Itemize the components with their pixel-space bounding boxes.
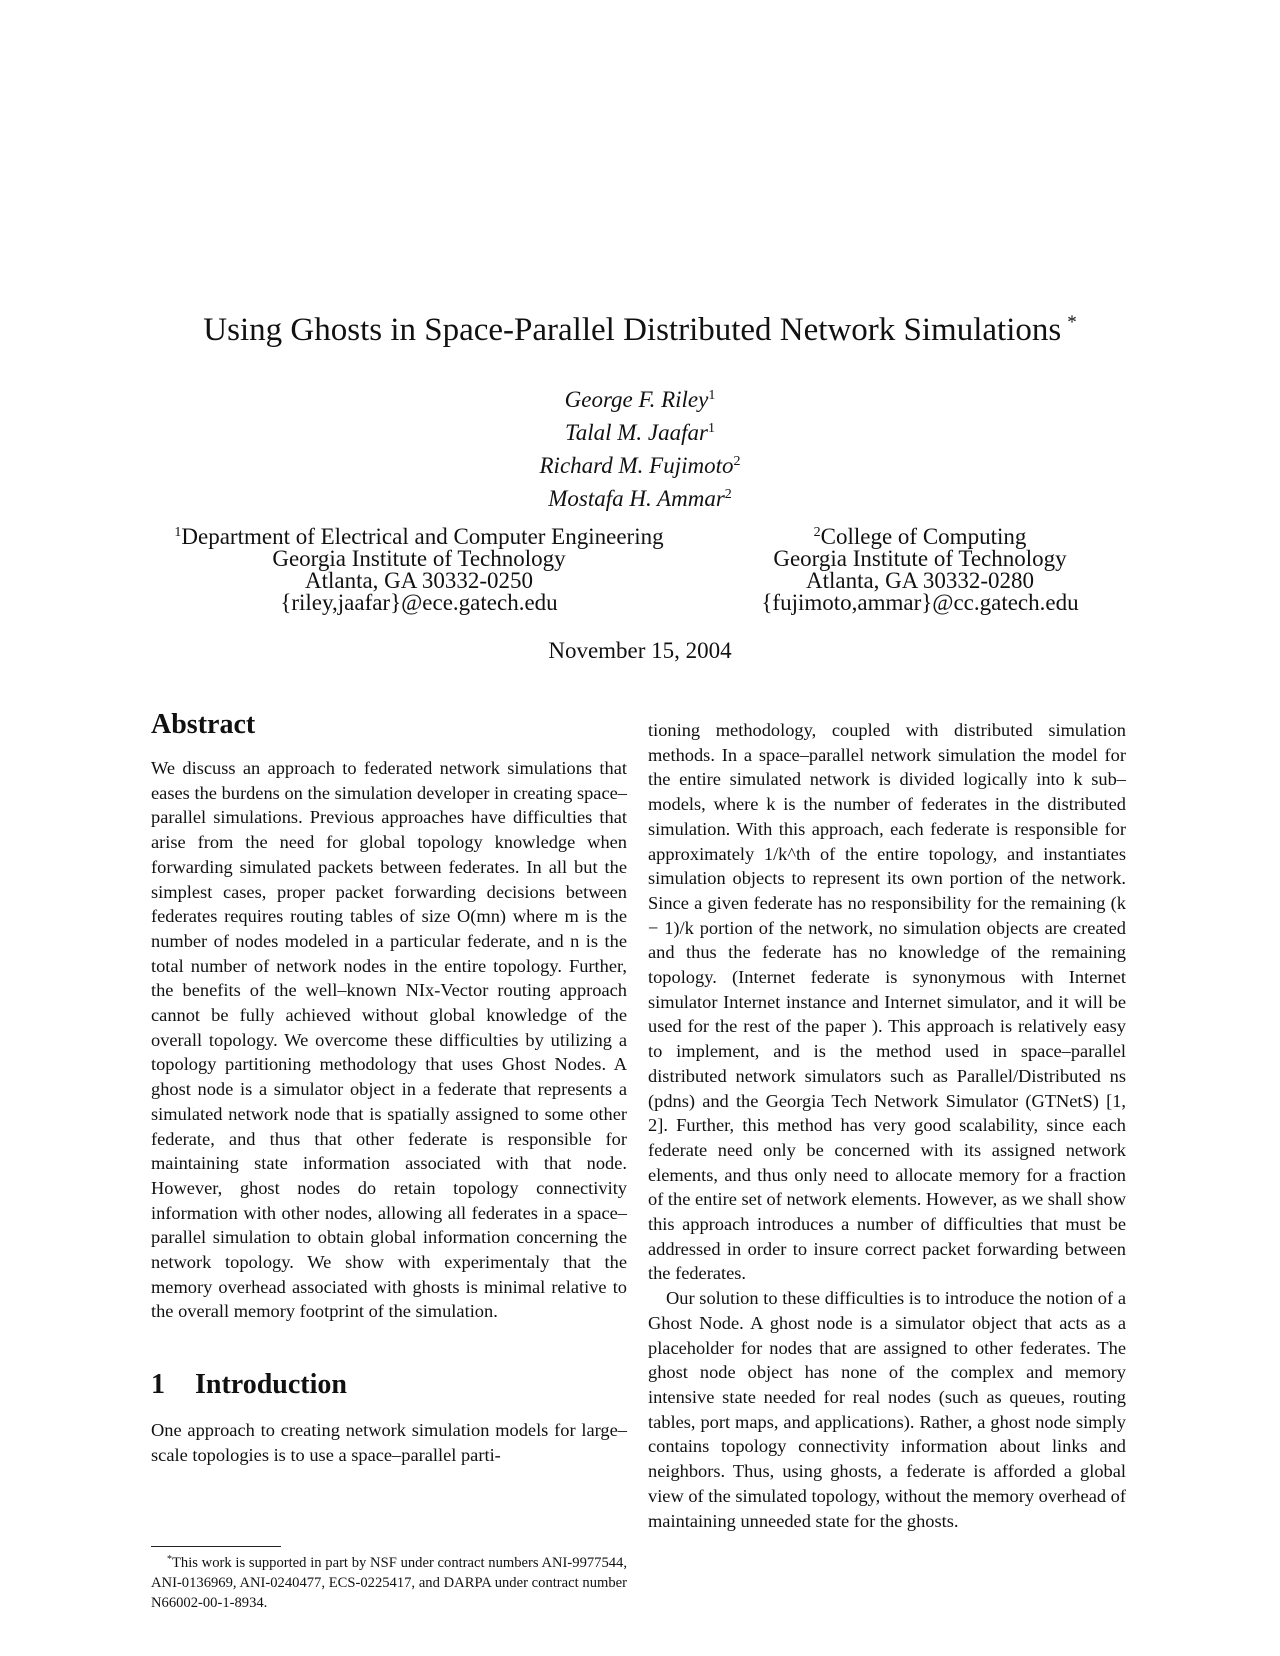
email-ece: {riley,jaafar}@ece.gatech.edu [280,590,558,615]
author-list [0,381,1280,513]
author: Talal M. Jaafar$^1$ [565,420,715,445]
section-title: Introduction [195,1369,347,1401]
left-column [151,708,627,1468]
email-cc: {fujimoto,ammar}@cc.gatech.edu [761,590,1079,615]
abstract-heading: Abstract [151,709,256,740]
section-heading-introduction [151,1368,627,1402]
author: Richard M. Fujimoto$^2$ [539,453,741,478]
affiliation-cc: $^2$College of Computing Georgia Institute of Technology Atlanta, GA 30332-0280 {fujimoto,ammar}@cc.gatech.edu [710,522,1130,614]
title-text: Using Ghosts in Space-Parallel Distributed Network Simulations [203,312,1062,348]
affiliation-ece: $^1$Department of Electrical and Computer Engineering Georgia Institute of Technology Atlanta, GA 30332-0250 {riley,jaafar}@ece.gatech.edu [140,522,698,614]
footnote-mark: * [167,1554,172,1565]
footnote-text: This work is supported in part by NSF under contract numbers ANI-9977544, ANI-0136969, ANI-0240477, ECS-0225417, and DARPA under contract number N66002-00-1-8934. [151,1555,627,1611]
intro-paragraph-2: Our solution to these difficulties is to introduce the notion of a Ghost Node. A ghost node is a simulator object that acts as a placeholder for nodes that are assigned to other federates. The ghost node object has none of the complex and memory intensive state needed for real nodes (such as queues, routing tables, port maps, and applications). Rather, a ghost node simply contains topology connectivity information about links and neighbors. Thus, using ghosts, a federate is afforded a global view of the simulated topology, without the memory overhead of maintaining unneeded state for the ghosts. [648,1288,1126,1531]
right-column [648,718,1126,1533]
intro-paragraph-continued: tioning methodology, coupled with distributed simulation methods. In a space–parallel network simulation the model for the entire simulated network is divided logically into k sub–models, where k is the number of federates in the distributed simulation. With this approach, each federate is responsible for approximately 1/k^th of the entire topology, and instantiates simulation objects to represent its own portion of the network. Since a given federate has no responsibility for the remaining (k − 1)/k portion of the network, no simulation objects are created and thus the federate has no knowledge of the remaining topology. (Internet federate is synonymous with Internet simulator Internet instance and Internet simulator, and it will be used for the rest of the paper ). This approach is relatively easy to implement, and is the method used in space–parallel distributed network simulators such as Parallel/Distributed ns (pdns) and the Georgia Tech Network Simulator (GTNetS) [1, 2]. Further, this method has very good scalability, since each federate need only be concerned with its assigned network elements, and thus only need to allocate memory for a fraction of the entire set of network elements. However, as we shall show this approach introduces a number of difficulties that must be addressed in order to insure correct packet forwarding between the federates. [648,720,1126,1284]
paper-title [0,312,1280,349]
paper-date: November 15, 2004 [548,638,732,663]
section-number: 1 [151,1369,165,1401]
intro-paragraph-start: One approach to creating network simulation models for large–scale topologies is to use a space–parallel parti- [151,1420,627,1465]
author: Mostafa H. Ammar$^2$ [548,486,732,511]
footnote-divider [151,1546,281,1547]
footnote [151,1550,627,1613]
title-footnote-mark: * [1067,312,1077,333]
abstract-text: We discuss an approach to federated network simulations that eases the burdens on the simulation developer in creating space–parallel simulations. Previous approaches have difficulties that arise from the need for global topology knowledge when forwarding simulated packets between federates. In all but the simplest cases, proper packet forwarding decisions between federates requires routing tables of size O(mn) where m is the number of nodes modeled in a particular federate, and n is the total number of network nodes in the entire topology. Further, the benefits of the well–known NIx-Vector routing approach cannot be fully achieved without global knowledge of the overall topology. We overcome these difficulties by utilizing a topology partitioning methodology that uses Ghost Nodes. A ghost node is a simulator object in a federate that represents a simulated network node that is spatially assigned to some other federate, and thus that other federate is responsible for maintaining state information associated with that node. However, ghost nodes do retain topology connectivity information with other nodes, allowing all federates in a space–parallel simulation to obtain global information concerning the network topology. We show with experimentaly that the memory overhead associated with ghosts is minimal relative to the overall memory footprint of the simulation. [151,758,627,1322]
author: George F. Riley$^1$ [564,387,716,412]
